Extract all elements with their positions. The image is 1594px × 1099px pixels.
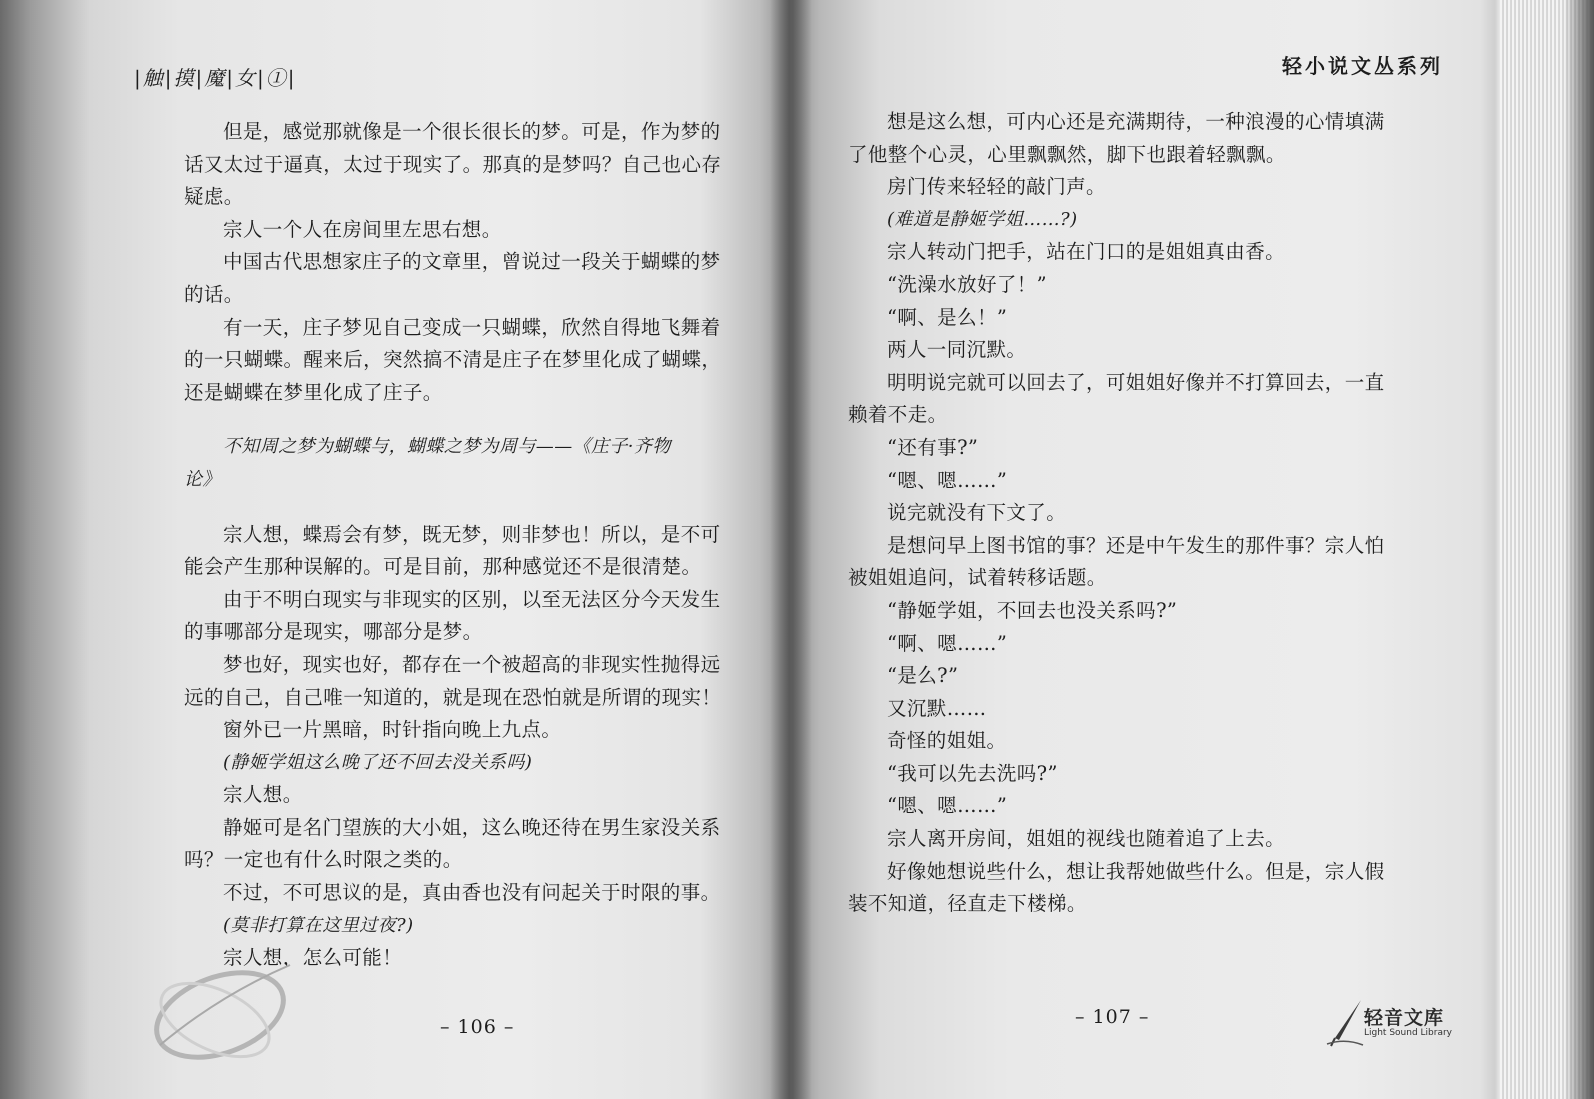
- text-line: 宗人离开房间，姐姐的视线也随着追了上去。: [887, 827, 1286, 851]
- paragraph-gap: [184, 497, 744, 519]
- text-line: “我可以先去洗吗?”: [887, 761, 1058, 785]
- text-line: 奇怪的姐姐。: [887, 729, 1007, 753]
- text-line: 论》: [184, 468, 221, 490]
- text-line: “啊、嗯……”: [887, 631, 1008, 655]
- text-line: “静姬学姐，不回去也没关系吗?”: [887, 598, 1178, 622]
- text-line: “还有事?”: [887, 435, 979, 459]
- text-line: 能会产生那种误解的。可是目前，那种感觉还不是很清楚。: [184, 555, 702, 579]
- text-line: 窗外已一片黑暗，时针指向晚上九点。: [223, 718, 562, 742]
- text-line: 被姐姐追问，试着转移话题。: [848, 566, 1107, 590]
- book-gutter: [770, 0, 812, 1099]
- text-line: 房门传来轻轻的敲门声。: [887, 175, 1106, 199]
- text-line: “是么?”: [887, 664, 959, 688]
- text-line: 的一只蝴蝶。醒来后，突然搞不清是庄子在梦里化成了蝴蝶，: [184, 348, 722, 372]
- text-line: 疑虑。: [184, 185, 244, 209]
- text-line: 宗人想，怎么可能！: [223, 946, 403, 970]
- text-line: 静姬可是名门望族的大小姐，这么晚还待在男生家没关系: [223, 815, 721, 839]
- text-line: 宗人想。: [223, 783, 303, 807]
- text-line: 了他整个心灵，心里飘飘然，脚下也跟着轻飘飘。: [848, 142, 1286, 166]
- text-line: 由于不明白现实与非现实的区别，以至无法区分今天发生: [223, 587, 721, 611]
- text-line: 是想问早上图书馆的事？还是中午发生的那件事？宗人怕: [887, 533, 1385, 557]
- text-line: 装不知道，径直走下楼梯。: [848, 892, 1087, 916]
- paragraph-gap: [184, 409, 744, 431]
- text-line: 还是蝴蝶在梦里化成了庄子。: [184, 380, 443, 404]
- text-line: (静姬学姐这么晚了还不回去没关系吗): [223, 751, 533, 773]
- text-line: 的话。: [184, 282, 244, 306]
- text-line: “嗯、嗯……”: [887, 794, 1008, 818]
- text-line: 宗人一个人在房间里左思右想。: [223, 217, 502, 241]
- publisher-name: 轻音文库: [1364, 1007, 1445, 1029]
- text-line: 两人一同沉默。: [887, 338, 1027, 362]
- text-line: 话又太过于逼真，太过于现实了。那真的是梦吗？自己也心存: [184, 152, 722, 176]
- text-line: (难道是静姬学姐……?): [887, 208, 1078, 230]
- text-line: 明明说完就可以回去了，可姐姐好像并不打算回去，一直: [887, 370, 1385, 394]
- text-line: 有一天，庄子梦见自己变成一只蝴蝶，欣然自得地飞舞着: [223, 315, 721, 339]
- text-line: 赖着不走。: [848, 403, 948, 427]
- quill-logo-icon: [1325, 998, 1367, 1048]
- left-running-head: |触|摸|魔|女|①|: [134, 66, 297, 90]
- text-line: 的事哪部分是现实，哪部分是梦。: [184, 620, 483, 644]
- text-line: 不知周之梦为蝴蝶与，蝴蝶之梦为周与——《庄子·齐物: [223, 436, 671, 458]
- text-line: 好像她想说些什么，想让我帮她做些什么。但是，宗人假: [887, 859, 1385, 883]
- left-page-number: – 106 –: [440, 1016, 515, 1038]
- text-line: 中国古代思想家庄子的文章里，曾说过一段关于蝴蝶的梦: [223, 250, 721, 274]
- text-line: 不过，不可思议的是，真由香也没有问起关于时限的事。: [223, 881, 721, 905]
- right-page-number: – 107 –: [1075, 1006, 1150, 1028]
- swirl-ornament-icon: [140, 935, 300, 1075]
- right-running-head: 轻小说文丛系列: [1282, 54, 1443, 78]
- text-line: “洗澡水放好了！”: [887, 272, 1048, 296]
- text-line: 但是，感觉那就像是一个很长很长的梦。可是，作为梦的: [223, 120, 721, 143]
- text-line: 说完就没有下文了。: [887, 501, 1067, 525]
- text-line: (莫非打算在这里过夜?): [223, 914, 414, 936]
- text-line: 远的自己，自己唯一知道的，就是现在恐怕就是所谓的现实！: [184, 685, 722, 709]
- text-line: “啊、是么！”: [887, 305, 1008, 329]
- text-line: 想是这么想，可内心还是充满期待，一种浪漫的心情填满: [887, 110, 1385, 133]
- left-page-body: [184, 116, 744, 975]
- text-line: 宗人想，蝶焉会有梦，既无梦，则非梦也！所以，是不可: [223, 522, 721, 546]
- right-page-body: [848, 106, 1396, 921]
- text-line: 又沉默……: [887, 696, 987, 720]
- left-page: [0, 0, 790, 1099]
- text-line: 梦也好，现实也好，都存在一个被超高的非现实性抛得远: [223, 652, 721, 676]
- text-line: “嗯、嗯……”: [887, 468, 1008, 492]
- text-line: 宗人转动门把手，站在门口的是姐姐真由香。: [887, 240, 1286, 264]
- page-edges: [1500, 0, 1594, 1099]
- text-line: 吗？一定也有什么时限之类的。: [184, 848, 463, 872]
- publisher-english-name: Light Sound Library: [1364, 1028, 1452, 1038]
